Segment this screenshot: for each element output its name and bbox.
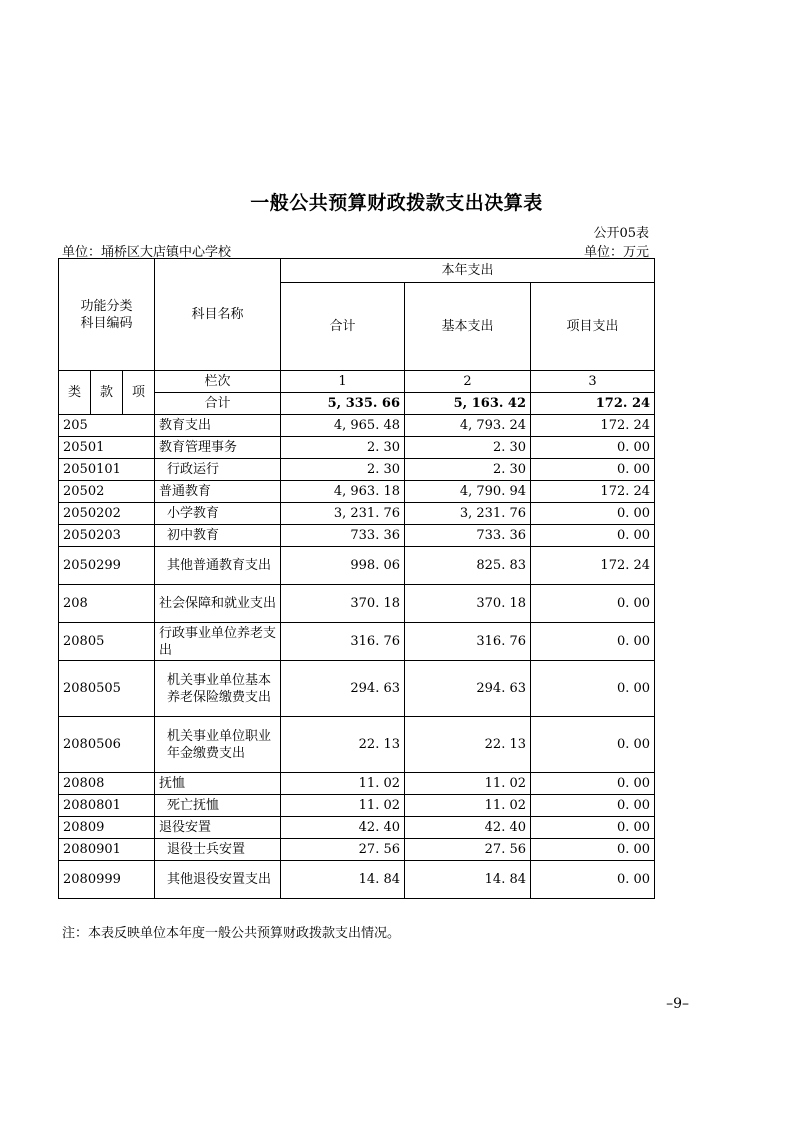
- row-basic: 11. 02: [405, 795, 531, 817]
- row-subject-name: 退役士兵安置: [155, 839, 281, 861]
- row-subject-name: 普通教育: [155, 481, 281, 503]
- expenditure-table: [58, 258, 655, 899]
- row-basic: 14. 84: [405, 861, 531, 899]
- row-code: 205: [59, 415, 155, 437]
- row-code: 2050299: [59, 547, 155, 585]
- row-project: 0. 00: [531, 861, 655, 899]
- row-code: 2050203: [59, 525, 155, 547]
- row-code: 20805: [59, 623, 155, 661]
- row-project: 0. 00: [531, 459, 655, 481]
- row-total: 2. 30: [281, 437, 405, 459]
- table-row: [59, 437, 655, 459]
- row-subject-name: 教育管理事务: [155, 437, 281, 459]
- row-subject-name: 机关事业单位职业年金缴费支出: [155, 717, 281, 773]
- header-total: 合计: [281, 283, 405, 371]
- header-col1: 1: [281, 371, 405, 393]
- row-code: 208: [59, 585, 155, 623]
- row-code: 2050101: [59, 459, 155, 481]
- row-code: 2080801: [59, 795, 155, 817]
- row-basic: 3, 231. 76: [405, 503, 531, 525]
- row-project: 0. 00: [531, 717, 655, 773]
- row-total: 11. 02: [281, 795, 405, 817]
- header-lei: 类: [59, 371, 91, 415]
- sum-project: 172. 24: [531, 393, 655, 415]
- row-subject-name: 机关事业单位基本养老保险缴费支出: [155, 661, 281, 717]
- row-project: 172. 24: [531, 415, 655, 437]
- row-basic: 4, 790. 94: [405, 481, 531, 503]
- row-basic: 42. 40: [405, 817, 531, 839]
- row-basic: 733. 36: [405, 525, 531, 547]
- row-total: 3, 231. 76: [281, 503, 405, 525]
- row-basic: 370. 18: [405, 585, 531, 623]
- row-code: 20809: [59, 817, 155, 839]
- row-basic: 2. 30: [405, 459, 531, 481]
- row-code: 2080505: [59, 661, 155, 717]
- row-subject-name: 退役安置: [155, 817, 281, 839]
- row-total: 4, 965. 48: [281, 415, 405, 437]
- row-project: 0. 00: [531, 795, 655, 817]
- table-row: [59, 585, 655, 623]
- row-subject-name: 死亡抚恤: [155, 795, 281, 817]
- row-total: 370. 18: [281, 585, 405, 623]
- sum-label: 合计: [155, 393, 281, 415]
- row-code: 2080999: [59, 861, 155, 899]
- page-number: –9–: [666, 996, 689, 1012]
- sum-total: 5, 335. 66: [281, 393, 405, 415]
- table-row: [59, 795, 655, 817]
- row-basic: 2. 30: [405, 437, 531, 459]
- row-project: 0. 00: [531, 839, 655, 861]
- header-current-year: 本年支出: [281, 259, 655, 283]
- table-row: [59, 525, 655, 547]
- row-subject-name: 行政事业单位养老支出: [155, 623, 281, 661]
- row-code: 20502: [59, 481, 155, 503]
- row-project: 0. 00: [531, 623, 655, 661]
- row-project: 0. 00: [531, 661, 655, 717]
- row-basic: 825. 83: [405, 547, 531, 585]
- table-row: [59, 773, 655, 795]
- header-col2: 2: [405, 371, 531, 393]
- row-subject-name: 初中教育: [155, 525, 281, 547]
- row-code: 2080901: [59, 839, 155, 861]
- table-row: [59, 661, 655, 717]
- table-row: [59, 481, 655, 503]
- unit-organization: 单位：埇桥区大店镇中心学校: [62, 245, 232, 260]
- row-total: 294. 63: [281, 661, 405, 717]
- row-basic: 11. 02: [405, 773, 531, 795]
- row-basic: 27. 56: [405, 839, 531, 861]
- row-subject-name: 社会保障和就业支出: [155, 585, 281, 623]
- table-row: [59, 547, 655, 585]
- row-subject-name: 其他普通教育支出: [155, 547, 281, 585]
- row-project: 0. 00: [531, 437, 655, 459]
- row-total: 998. 06: [281, 547, 405, 585]
- row-code: 20808: [59, 773, 155, 795]
- header-basic: 基本支出: [405, 283, 531, 371]
- row-total: 2. 30: [281, 459, 405, 481]
- table-code: 公开05表: [593, 226, 649, 241]
- row-subject-name: 行政运行: [155, 459, 281, 481]
- row-total: 4, 963. 18: [281, 481, 405, 503]
- row-basic: 22. 13: [405, 717, 531, 773]
- row-project: 0. 00: [531, 817, 655, 839]
- row-total: 27. 56: [281, 839, 405, 861]
- row-total: 733. 36: [281, 525, 405, 547]
- row-total: 22. 13: [281, 717, 405, 773]
- row-subject-name: 抚恤: [155, 773, 281, 795]
- table-row: [59, 503, 655, 525]
- sum-basic: 5, 163. 42: [405, 393, 531, 415]
- table-row: [59, 717, 655, 773]
- table-row: [59, 861, 655, 899]
- header-func-code: 功能分类科目编码: [59, 259, 155, 371]
- row-project: 0. 00: [531, 525, 655, 547]
- header-col3: 3: [531, 371, 655, 393]
- row-project: 0. 00: [531, 585, 655, 623]
- table-row: [59, 623, 655, 661]
- row-total: 42. 40: [281, 817, 405, 839]
- unit-currency: 单位：万元: [583, 245, 649, 260]
- row-subject-name: 小学教育: [155, 503, 281, 525]
- table-row: [59, 415, 655, 437]
- document-title: 一般公共预算财政拨款支出决算表: [250, 192, 543, 214]
- row-basic: 316. 76: [405, 623, 531, 661]
- row-total: 316. 76: [281, 623, 405, 661]
- row-subject-name: 其他退役安置支出: [155, 861, 281, 899]
- footnote: 注：本表反映单位本年度一般公共预算财政拨款支出情况。: [62, 926, 401, 941]
- row-basic: 294. 63: [405, 661, 531, 717]
- row-total: 11. 02: [281, 773, 405, 795]
- header-subject-name: 科目名称: [155, 259, 281, 371]
- row-code: 2080506: [59, 717, 155, 773]
- row-project: 172. 24: [531, 547, 655, 585]
- row-code: 2050202: [59, 503, 155, 525]
- row-project: 172. 24: [531, 481, 655, 503]
- table-row: [59, 459, 655, 481]
- table-row: [59, 839, 655, 861]
- header-column-no: 栏次: [155, 371, 281, 393]
- row-project: 0. 00: [531, 503, 655, 525]
- header-project: 项目支出: [531, 283, 655, 371]
- row-project: 0. 00: [531, 773, 655, 795]
- row-total: 14. 84: [281, 861, 405, 899]
- table-row: [59, 817, 655, 839]
- header-kuan: 款: [91, 371, 123, 415]
- row-subject-name: 教育支出: [155, 415, 281, 437]
- row-basic: 4, 793. 24: [405, 415, 531, 437]
- header-xiang: 项: [123, 371, 155, 415]
- row-code: 20501: [59, 437, 155, 459]
